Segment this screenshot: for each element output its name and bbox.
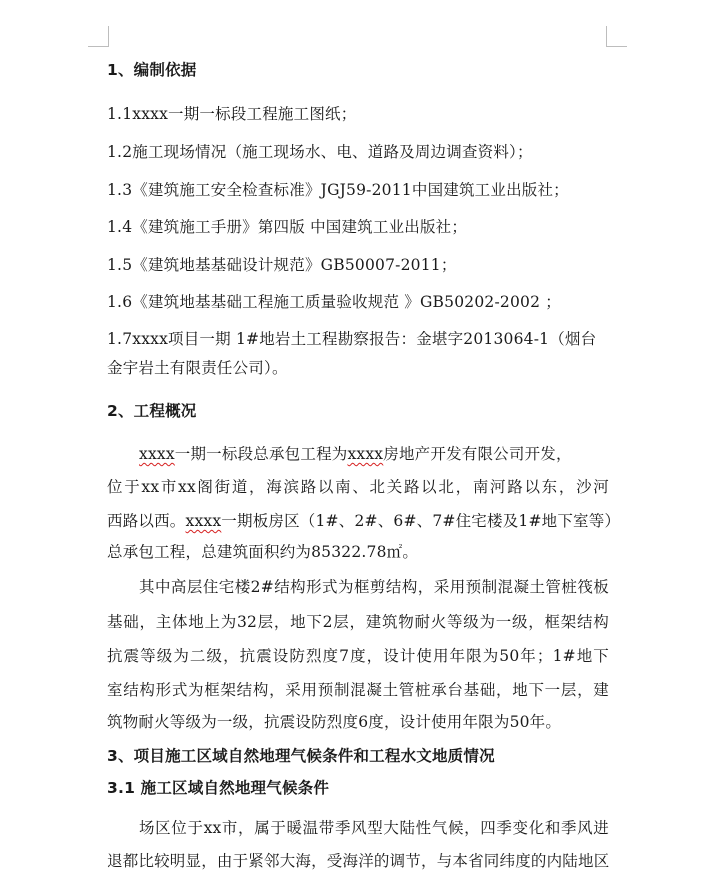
text-run: 西路以西。 [107, 512, 186, 530]
text-run: 基础，主体地上为32层，地下2层，建筑物耐火等级为一级，框架结构 [107, 613, 609, 631]
text-run: 房地产开发有限公司开发， [383, 445, 572, 463]
text-run: 其中高层住宅楼2#结构形式为框剪结构，采用预制混凝土管桩筏板 [139, 578, 609, 596]
reference-item-1-5: 1.5《建筑地基基础设计规范》GB50007-2011； [107, 256, 457, 274]
reference-item-1-7: 1.7xxxx项目一期 1#地岩土工程勘察报告：金堪字2013064-1（烟台 [107, 330, 597, 348]
text-run: 一期板房区（1#、2#、6#、7#住宅楼及1#地下室等） [221, 512, 621, 530]
overview-paragraph-1-line-3 [107, 510, 620, 532]
section-heading-3: 3、项目施工区域自然地理气候条件和工程水文地质情况 [107, 747, 495, 765]
reference-item-1-2: 1.2施工现场情况（施工现场水、电、道路及周边调查资料）； [107, 143, 533, 161]
spellcheck-word: xxxx [139, 445, 175, 463]
overview-paragraph-2-line-4 [107, 679, 609, 701]
text-run: 退都比较明显，由于紧邻大海，受海洋的调节，与本省同纬度的内陆地区 [107, 852, 610, 870]
page-corner-mark-top-left [88, 26, 109, 47]
sub-heading-3-1: 3.1 施工区域自然地理气候条件 [107, 779, 330, 797]
reference-item-1-7-cont: 金宇岩土有限责任公司）。 [107, 359, 288, 377]
text-run: 抗震等级为二级，抗震设防烈度7度，设计使用年限为50年；1#地下 [107, 647, 609, 665]
reference-item-1-6: 1.6《建筑地基基础工程施工质量验收规范 》GB50202-2002 ； [107, 293, 561, 311]
climate-paragraph-line-2 [107, 850, 609, 872]
overview-paragraph-2-line-5: 筑物耐火等级为一级，抗震设防烈度6度，设计使用年限为50年。 [107, 713, 562, 731]
text-run: 位于xx市xx阁街道，海滨路以南、北关路以北，南河路以东，沙河 [107, 478, 609, 496]
page-corner-mark-top-right [606, 26, 627, 47]
spellcheck-word: xxxx [185, 512, 222, 530]
overview-paragraph-1-line-1 [139, 443, 572, 465]
overview-paragraph-2-line-1 [139, 576, 609, 598]
text-run: 场区位于xx市，属于暖温带季风型大陆性气候，四季变化和季风进 [139, 819, 609, 837]
text-run: 一期一标段总承包工程为 [174, 445, 348, 463]
section-heading-1: 1、编制依据 [107, 61, 197, 79]
reference-item-1-1: 1.1xxxx一期一标段工程施工图纸； [107, 105, 357, 123]
climate-paragraph-line-1 [139, 817, 609, 839]
overview-paragraph-1-line-2 [107, 476, 609, 498]
overview-paragraph-1-line-4: 总承包工程，总建筑面积约为85322.78㎡。 [107, 543, 419, 561]
reference-item-1-4: 1.4《建筑施工手册》第四版 中国建筑工业出版社； [107, 218, 468, 236]
overview-paragraph-2-line-2 [107, 611, 609, 633]
spellcheck-word: xxxx [347, 445, 384, 463]
overview-paragraph-2-line-3 [107, 645, 609, 667]
text-run: 室结构形式为框架结构，采用预制混凝土管桩承台基础，地下一层，建 [107, 681, 609, 699]
reference-item-1-3: 1.3《建筑施工安全检查标准》JGJ59-2011中国建筑工业出版社； [107, 181, 569, 199]
section-heading-2: 2、工程概况 [107, 402, 197, 420]
